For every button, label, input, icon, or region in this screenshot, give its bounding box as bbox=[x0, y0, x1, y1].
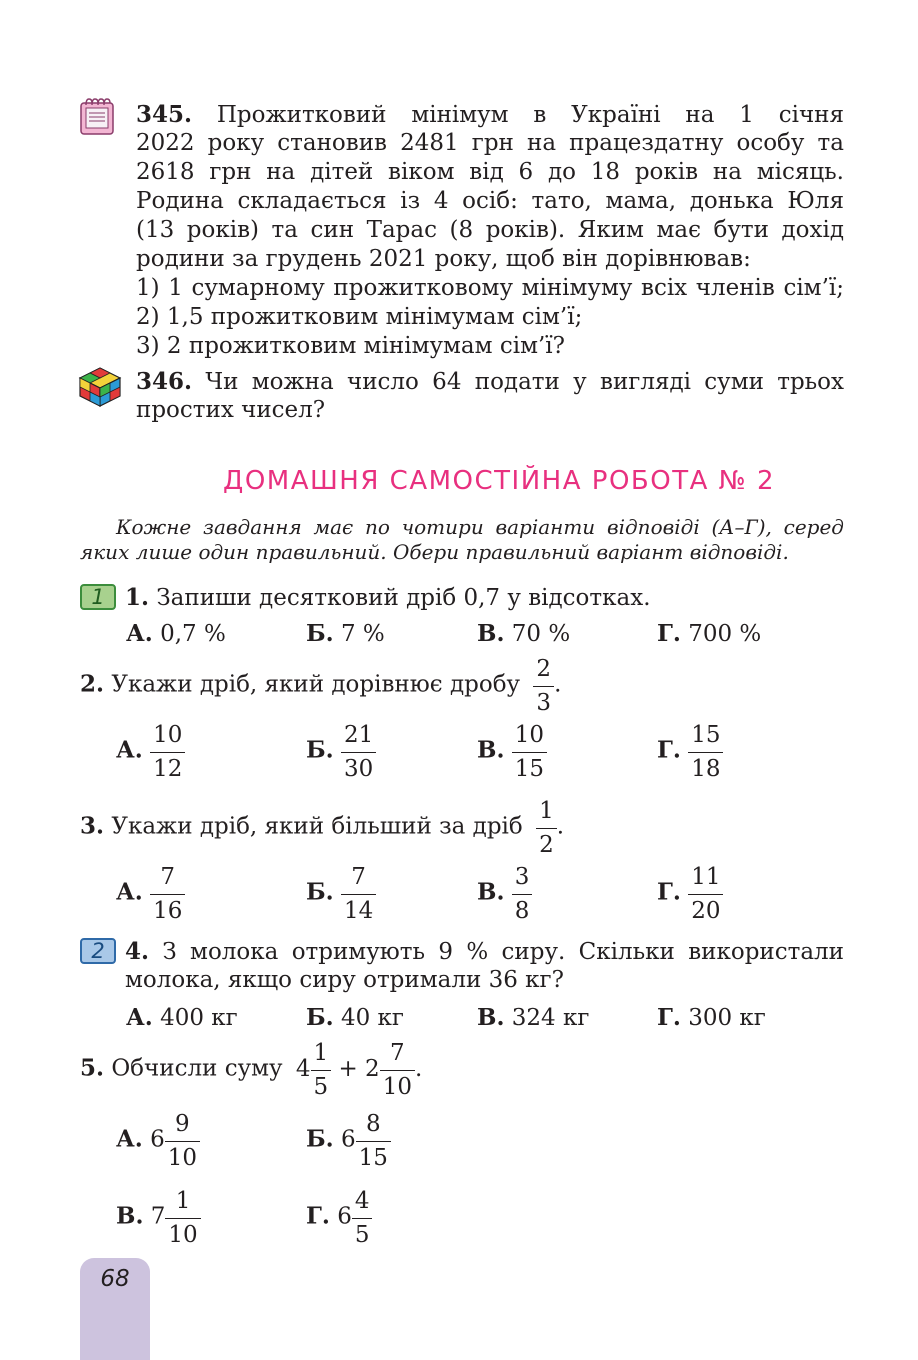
question-3: 3. Укажи дріб, який більший за дріб $\frac{1}{2}$ . bbox=[80, 798, 565, 858]
question-3-fraction: $\frac{1}{2}$ bbox=[536, 798, 557, 857]
page-number: 68 bbox=[100, 1266, 130, 1292]
q5-option-c[interactable]: В. 7 $\frac{1}{10}$ bbox=[116, 1188, 201, 1247]
problem-345-line-6: родини за грудень 2021 року, щоб він дорівнював: bbox=[136, 246, 751, 272]
question-2-fraction: $\frac{2}{3}$ bbox=[533, 656, 554, 715]
q5-option-d[interactable]: Г. 6 $\frac{4}{5}$ bbox=[306, 1188, 372, 1247]
question-1-text: Запиши десятковий дріб 0,7 у відсотках. bbox=[156, 585, 651, 611]
q2-option-b[interactable]: Б. $\frac{21}{30}$ bbox=[306, 722, 376, 781]
q1-option-c[interactable]: В. 70 % bbox=[477, 620, 571, 647]
q1-option-b[interactable]: Б. 7 % bbox=[306, 620, 385, 647]
problem-346-line-1: 346. Чи можна число 64 подати у вигляді суми трьох bbox=[136, 368, 845, 395]
problem-345-number: 345. bbox=[136, 101, 193, 128]
cube-icon bbox=[78, 366, 122, 408]
q3-option-a[interactable]: А. $\frac{7}{16}$ bbox=[116, 864, 185, 923]
q3-option-b[interactable]: Б. $\frac{7}{14}$ bbox=[306, 864, 376, 923]
question-1 bbox=[125, 583, 651, 612]
q4-option-d[interactable]: Г. 300 кг bbox=[657, 1004, 766, 1031]
question-1-number: 1. bbox=[125, 584, 150, 611]
q5-option-a[interactable]: А. 6 $\frac{9}{10}$ bbox=[116, 1111, 200, 1170]
level-1-badge: 1 bbox=[80, 584, 116, 610]
question-4-line-2: молока, якщо сиру отримали 36 кг? bbox=[125, 967, 564, 993]
q2-option-d[interactable]: Г. $\frac{15}{18}$ bbox=[657, 722, 723, 781]
question-3-number: 3. bbox=[80, 812, 105, 840]
question-3-text: Укажи дріб, який більший за дріб bbox=[111, 813, 523, 840]
problem-346 bbox=[136, 367, 844, 425]
q3-option-d[interactable]: Г. $\frac{11}{20}$ bbox=[657, 864, 723, 923]
q1-option-d[interactable]: Г. 700 % bbox=[657, 620, 762, 647]
q4-option-a[interactable]: А. 400 кг bbox=[126, 1004, 238, 1031]
q5-option-b[interactable]: Б. 6 $\frac{8}{15}$ bbox=[306, 1111, 391, 1170]
question-4-line-1: 4. З молока отримують 9 % сиру. Скільки використали bbox=[125, 938, 844, 965]
question-2-text: Укажи дріб, який дорівнює дробу bbox=[111, 671, 521, 698]
section-title: ДОМАШНЯ САМОСТІЙНА РОБОТА № 2 bbox=[223, 466, 775, 496]
q4-option-c[interactable]: В. 324 кг bbox=[477, 1004, 590, 1031]
problem-345-line-5: (13 років) та син Тарас (8 років). Яким має бути дохід bbox=[136, 217, 844, 243]
problem-346-number: 346. bbox=[136, 368, 193, 395]
notepad-icon bbox=[80, 97, 114, 135]
question-5-number: 5. bbox=[80, 1054, 105, 1082]
q1-option-a[interactable]: А. 0,7 % bbox=[126, 620, 226, 647]
question-4-number: 4. bbox=[125, 938, 150, 965]
problem-346-line-2: простих чисел? bbox=[136, 397, 326, 423]
question-2-number: 2. bbox=[80, 670, 105, 698]
problem-345 bbox=[136, 100, 844, 361]
question-5 bbox=[80, 1040, 422, 1099]
question-5-expression: 4 $\frac{1}{5}$ + 2 $\frac{7}{10}$ . bbox=[295, 1040, 423, 1100]
question-2: 2. Укажи дріб, який дорівнює дробу $\frac{2}{3}$ . bbox=[80, 656, 562, 716]
q2-option-a[interactable]: А. $\frac{10}{12}$ bbox=[116, 722, 185, 781]
instructions-line-1: Кожне завдання має по чотири варіанти відповіді (А–Г), серед bbox=[116, 515, 844, 539]
question-5-text: Обчисли суму bbox=[111, 1055, 283, 1082]
problem-345-line-4: Родина складається із 4 осіб: тато, мама, донька Юля bbox=[136, 188, 844, 214]
q4-option-b[interactable]: Б. 40 кг bbox=[306, 1004, 404, 1031]
problem-345-line-8: 2) 1,5 прожитковим мінімумам сім’ї; bbox=[136, 304, 583, 330]
problem-345-line-1: 345. Прожитковий мінімум в Україні на 1 січня bbox=[136, 101, 844, 128]
q2-option-c[interactable]: В. $\frac{10}{15}$ bbox=[477, 722, 547, 781]
question-4 bbox=[125, 937, 844, 995]
q3-option-c[interactable]: В. $\frac{3}{8}$ bbox=[477, 864, 532, 923]
problem-345-line-3: 2618 грн на дітей віком від 6 до 18 років на місяць. bbox=[136, 159, 844, 185]
problem-345-line-7: 1) 1 сумарному прожитковому мінімуму всіх членів сім’ї; bbox=[136, 275, 844, 301]
problem-345-line-2: 2022 року становив 2481 грн на працездатну особу та bbox=[136, 130, 844, 156]
instructions-line-2: яких лише один правильний. Обери правильний варіант відповіді. bbox=[80, 540, 789, 564]
problem-345-line-9: 3) 2 прожитковим мінімумам сім’ї? bbox=[136, 333, 565, 359]
level-2-badge: 2 bbox=[80, 938, 116, 964]
